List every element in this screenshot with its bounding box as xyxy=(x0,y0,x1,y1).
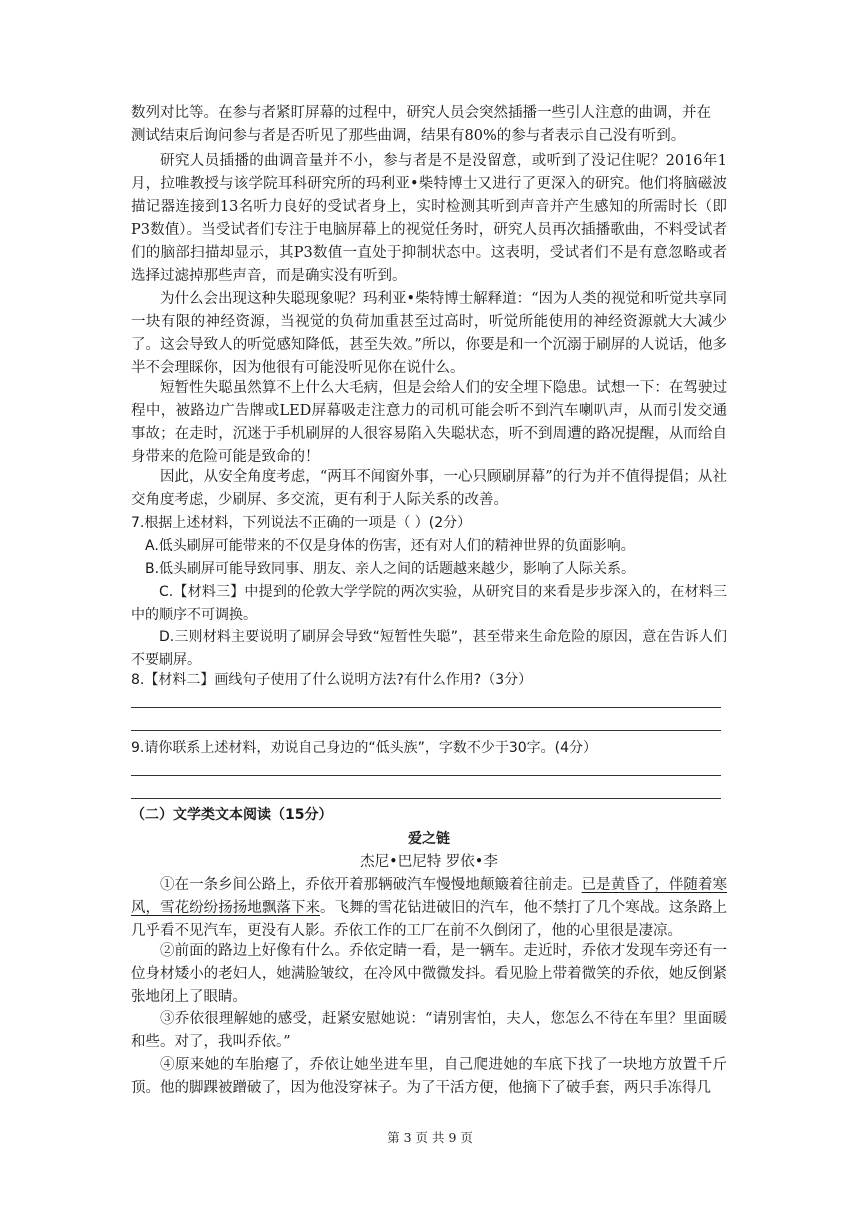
paragraph-p3-research: 研究人员插播的曲调音量并不小，参与者是不是没留意，或听到了没记住呢？2016年1月，拉唯教授与该学院耳科研究所的玛利亚•柴特博士又进行了更深入的研究。他们将脑磁波描记器连接到13名听力良好的受试者身上，实时检测其听到声音并产生感知的所需时长（即P3数值）。当受试者们专注于电脑屏幕上的视觉任务时，研究人员再次插播歌曲，不料受试者们的脑部扫描却显示，其P3数值一直处于抑制状态中。这表明，受试者们不是有意忽略或者选择过滤掉那些声音，而是确实没有听到。 xyxy=(131,153,727,284)
story-title: 爱之链 xyxy=(408,831,450,847)
underlined-sentence: 已是黄昏了，伴随着寒风，雪花纷纷扬扬地飘落下来 xyxy=(131,877,728,916)
intro-line-1: 数列对比等。在参与者紧盯屏幕的过程中，研究人员会突然插播一些引人注意的曲调，并在 xyxy=(131,105,711,121)
story-paragraph-1: ①在一条乡间公路上，乔依开着那辆破汽车慢慢地颠簸着往前走。已是黄昏了，伴随着寒风，雪花纷纷扬扬地飘落下来。飞舞的雪花钻进破旧的汽车，他不禁打了几个寒战。这条路上几乎看不见汽车，更没有人影。乔依工作的工厂在前不久倒闭了，他的心里很是凄凉。 xyxy=(131,877,728,939)
question-7-option-b: B.低头刷屏可能导致同事、朋友、亲人之间的话题越来越少，影响了人际关系。 xyxy=(145,561,636,577)
question-7-stem: 7.根据上述材料，下列说法不正确的一项是（ ）(2分） xyxy=(131,515,472,531)
question-8: 8.【材料二】画线句子使用了什么说明方法?有什么作用?（3分） xyxy=(131,672,533,688)
story-paragraph-3: ③乔依很理解她的感受，赶紧安慰她说：“请别害怕，夫人，您怎么不待在车里？里面暖和些。对了，我叫乔依。” xyxy=(131,1011,727,1050)
story-paragraph-4: ④原来她的车胎瘪了，乔依让她坐进车里，自己爬进她的车底下找了一块地方放置千斤顶。他的脚踝被蹭破了，因为他没穿袜子。为了干活方便，他摘下了破手套，两只手冻得几 xyxy=(131,1057,727,1096)
intro-line-2: 测试结束后询问参与者是否听见了那些曲调，结果有80%的参与者表示自己没有听到。 xyxy=(131,128,686,144)
paragraph-conclusion: 因此，从安全角度考虑，“两耳不闻窗外事，一心只顾刷屏幕”的行为并不值得提倡；从社交角度考虑，少刷屏、多交流，更有利于人际关系的改善。 xyxy=(131,469,727,508)
answer-line xyxy=(131,730,721,731)
section-heading: （二）文学类文本阅读（15分） xyxy=(131,807,333,823)
answer-line xyxy=(131,798,721,799)
story-paragraph-2: ②前面的路边上好像有什么。乔依定睛一看，是一辆车。走近时，乔依才发现车旁还有一位身材矮小的老妇人，她满脸皱纹，在冷风中微微发抖。看见脸上带着微笑的乔依，她反倒紧张地闭上了眼睛。 xyxy=(131,943,727,1005)
answer-line xyxy=(131,707,721,708)
question-7-option-d: D.三则材料主要说明了刷屏会导致“短暂性失聪”，甚至带来生命危险的原因，意在告诉人们不要刷屏。 xyxy=(131,629,727,668)
question-7-option-a: A.低头刷屏可能带来的不仅是身体的伤害，还有对人们的精神世界的负面影响。 xyxy=(145,538,635,554)
story-author: 杰尼•巴尼特 罗依•李 xyxy=(360,854,498,870)
question-7-option-c: C.【材料三】中提到的伦敦大学学院的两次实验，从研究目的来看是步步深入的，在材料三中的顺序不可调换。 xyxy=(131,584,727,623)
answer-line xyxy=(131,775,721,776)
question-9: 9.请你联系上述材料，劝说自己身边的“低头族”，字数不少于30字。(4分） xyxy=(131,740,598,756)
page-footer: 第 3 页 共 9 页 xyxy=(387,1130,473,1145)
paragraph-explanation: 为什么会出现这种失聪现象呢？玛利亚•柴特博士解释道：“因为人类的视觉和听觉共享同一块有限的神经资源，当视觉的负荷加重甚至过高时，听觉所能使用的神经资源就大大减少了。这会导致人的听觉感知降低，甚至失效。”所以，你要是和一个沉溺于刷屏的人说话，他多半不会理睬你，因为他很有可能没听见你在说什么。 xyxy=(131,291,727,376)
paragraph-safety: 短暂性失聪虽然算不上什么大毛病，但是会给人们的安全埋下隐患。试想一下：在驾驶过程中，被路边广告牌或LED屏幕吸走注意力的司机可能会听不到汽车喇叭声，从而引发交通事故；在走时，沉迷于手机刷屏的人很容易陷入失聪状态，听不到周遭的路况提醒，从而给自身带来的危险可能是致命的！ xyxy=(131,380,727,465)
